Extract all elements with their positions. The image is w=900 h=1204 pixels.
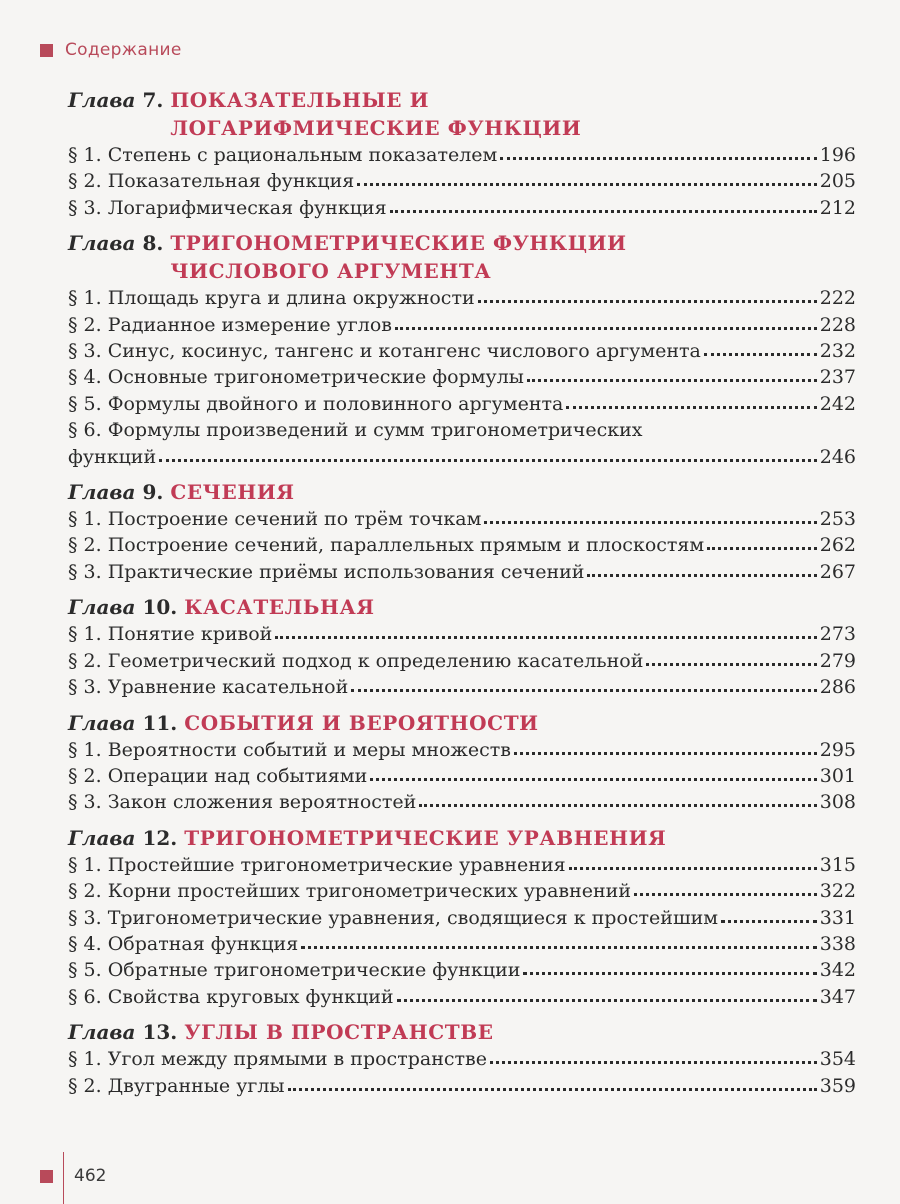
toc-entry[interactable] — [68, 905, 856, 931]
dot-leader — [275, 632, 816, 639]
section-page-number: 322 — [819, 880, 856, 903]
dot-leader — [587, 570, 816, 577]
section-label: § 2. Корни простейших тригонометрических уравнений — [68, 880, 631, 903]
dot-leader — [159, 455, 817, 462]
toc-entry[interactable] — [68, 648, 856, 674]
chapter-word: Глава — [68, 710, 136, 735]
section-page-number: 196 — [819, 144, 856, 166]
chapter-word: Глава — [68, 595, 136, 620]
dot-leader — [704, 349, 817, 356]
page-number: 462 — [74, 1166, 107, 1186]
section-label: § 3. Тригонометрические уравнения, сводящиеся к простейшим — [68, 906, 719, 929]
chapter-block — [68, 709, 856, 816]
chapter-word: Глава — [68, 231, 136, 256]
chapter-number: 10. — [135, 595, 185, 620]
dot-leader — [419, 800, 816, 807]
section-label: § 1. Понятие кривой — [68, 623, 273, 646]
dot-leader — [370, 774, 816, 781]
chapter-title[interactable] — [68, 229, 856, 285]
page-footer — [40, 1148, 106, 1204]
dot-leader — [634, 889, 817, 896]
section-page-number: 262 — [819, 534, 856, 557]
chapter-title[interactable] — [68, 709, 856, 737]
section-label: § 1. Площадь круга и длина окружности — [68, 287, 475, 310]
chapter-number: 13. — [135, 1020, 185, 1045]
section-label: § 3. Синус, косинус, тангенс и котангенс числового аргумента — [68, 340, 701, 363]
chapter-number: 7. — [135, 88, 171, 112]
chapter-word: Глава — [68, 88, 136, 112]
section-page-number: 354 — [819, 1048, 856, 1071]
section-label: § 4. Обратная функция — [68, 932, 299, 955]
toc-entry[interactable] — [68, 957, 856, 983]
section-label-line2: функций — [68, 445, 157, 468]
dot-leader — [390, 206, 817, 213]
section-label: § 2. Радианное измерение углов — [68, 313, 392, 336]
section-page-number: 331 — [819, 906, 856, 929]
dot-leader — [721, 916, 817, 923]
toc-entry[interactable] — [68, 763, 856, 789]
chapter-name: СОБЫТИЯ И ВЕРОЯТНОСТИ — [184, 710, 539, 735]
dot-leader — [566, 402, 816, 409]
section-page-number: 295 — [819, 738, 856, 761]
toc-entry[interactable] — [68, 506, 856, 532]
toc-entry[interactable] — [68, 338, 856, 364]
header-title: Содержание — [65, 40, 182, 60]
dot-leader — [478, 296, 817, 303]
toc-entry[interactable] — [68, 984, 856, 1010]
section-page-number: 205 — [819, 170, 856, 193]
toc-entry[interactable] — [68, 852, 856, 878]
toc-entry[interactable] — [68, 878, 856, 904]
section-label: § 2. Операции над событиями — [68, 764, 368, 787]
section-page-number: 273 — [819, 623, 856, 646]
chapter-title[interactable] — [68, 478, 856, 506]
dot-leader — [357, 179, 816, 186]
section-label: § 5. Формулы двойного и половинного аргумента — [68, 392, 564, 415]
dot-leader — [514, 748, 817, 755]
section-page-number: 301 — [819, 764, 856, 787]
chapter-title[interactable] — [68, 593, 856, 621]
section-label: § 1. Вероятности событий и меры множеств — [68, 738, 511, 761]
dot-leader — [569, 863, 817, 870]
dot-leader — [527, 375, 817, 382]
toc-entry[interactable] — [68, 285, 856, 311]
dot-leader — [351, 685, 816, 692]
section-page-number: 237 — [819, 366, 856, 389]
chapter-name: ТРИГОНОМЕТРИЧЕСКИЕ ФУНКЦИИ ЧИСЛОВОГО АРГУМЕНТА — [170, 231, 627, 284]
section-label: § 2. Двугранные углы — [68, 1074, 285, 1097]
section-page-number: 338 — [819, 932, 856, 955]
section-label-continuation — [68, 444, 856, 470]
section-page-number: 308 — [819, 791, 856, 814]
dot-leader — [397, 995, 817, 1002]
chapter-number: 9. — [135, 480, 171, 505]
section-label: § 3. Закон сложения вероятностей — [68, 791, 417, 814]
section-label: § 1. Степень с рациональным показателем — [68, 144, 498, 166]
section-label: § 1. Построение сечений по трём точкам — [68, 508, 482, 531]
chapter-block — [68, 824, 856, 1010]
chapter-name: КАСАТЕЛЬНАЯ — [184, 595, 375, 620]
chapter-block — [68, 229, 856, 470]
toc-entry[interactable] — [68, 195, 856, 221]
section-label: § 3. Практические приёмы использования сечений — [68, 560, 585, 583]
header-square-marker — [40, 44, 53, 57]
dot-leader — [484, 517, 816, 524]
section-page-number: 359 — [819, 1074, 856, 1097]
toc-entry[interactable] — [68, 559, 856, 585]
dot-leader — [523, 968, 816, 975]
chapter-block — [68, 1018, 856, 1099]
toc-entry[interactable] — [68, 674, 856, 700]
section-label: § 2. Построение сечений, параллельных прямым и плоскостям — [68, 534, 705, 557]
chapter-word: Глава — [68, 1020, 136, 1045]
chapter-word: Глава — [68, 480, 136, 505]
chapter-name: ПОКАЗАТЕЛЬНЫЕ И ЛОГАРИФМИЧЕСКИЕ ФУНКЦИИ — [170, 88, 582, 140]
dot-leader — [646, 659, 816, 666]
toc-entry[interactable] — [68, 1046, 856, 1072]
chapter-block — [68, 86, 856, 221]
section-page-number: 232 — [819, 340, 856, 363]
footer-square-marker — [40, 1170, 53, 1183]
toc-entry[interactable] — [68, 391, 856, 417]
footer-divider — [63, 1152, 64, 1204]
toc-entry[interactable] — [68, 417, 856, 470]
section-page-number: 342 — [819, 959, 856, 982]
toc-entry[interactable] — [68, 312, 856, 338]
chapter-word: Глава — [68, 825, 136, 850]
toc-entry[interactable] — [68, 789, 856, 815]
chapter-block — [68, 593, 856, 700]
table-of-contents — [68, 86, 856, 1107]
section-label: § 4. Основные тригонометрические формулы — [68, 366, 524, 389]
chapter-title[interactable] — [68, 86, 856, 142]
section-page-number: 253 — [819, 508, 856, 531]
toc-entry[interactable] — [68, 621, 856, 647]
chapter-name: ТРИГОНОМЕТРИЧЕСКИЕ УРАВНЕНИЯ — [184, 825, 667, 850]
dot-leader — [288, 1084, 817, 1091]
section-page-number: 315 — [819, 853, 856, 876]
dot-leader — [395, 323, 817, 330]
chapter-number: 8. — [135, 231, 171, 256]
chapter-number: 11. — [135, 710, 185, 735]
section-label: § 3. Уравнение касательной — [68, 676, 349, 699]
section-page-number: 222 — [819, 287, 856, 310]
section-label: § 5. Обратные тригонометрические функции — [68, 959, 521, 982]
section-label: § 1. Угол между прямыми в пространстве — [68, 1048, 487, 1071]
chapter-title[interactable] — [68, 824, 856, 852]
toc-entry[interactable] — [68, 931, 856, 957]
chapter-block — [68, 478, 856, 585]
section-page-number: 228 — [819, 313, 856, 336]
section-page-number: 246 — [819, 445, 856, 468]
toc-entry[interactable] — [68, 142, 856, 168]
section-page-number: 267 — [819, 560, 856, 583]
toc-entry[interactable] — [68, 737, 856, 763]
dot-leader — [490, 1057, 817, 1064]
toc-entry[interactable] — [68, 364, 856, 390]
section-page-number: 212 — [819, 196, 856, 219]
toc-entry[interactable] — [68, 532, 856, 558]
section-label: § 2. Геометрический подход к определению касательной — [68, 649, 644, 672]
section-label: § 2. Показательная функция — [68, 170, 355, 193]
page-header — [40, 40, 182, 60]
dot-leader — [500, 153, 816, 160]
dot-leader — [301, 942, 817, 949]
section-label: § 6. Свойства круговых функций — [68, 985, 394, 1008]
toc-entry[interactable] — [68, 1073, 856, 1099]
chapter-name: УГЛЫ В ПРОСТРАНСТВЕ — [184, 1020, 494, 1045]
section-page-number: 242 — [819, 392, 856, 415]
section-page-number: 347 — [819, 985, 856, 1008]
dot-leader — [707, 543, 817, 550]
chapter-title[interactable] — [68, 1018, 856, 1046]
toc-entry[interactable] — [68, 168, 856, 194]
section-label: § 6. Формулы произведений и сумм тригонометрических — [68, 419, 643, 442]
section-page-number: 286 — [819, 676, 856, 699]
chapter-name: СЕЧЕНИЯ — [170, 480, 295, 505]
chapter-number: 12. — [135, 825, 185, 850]
section-page-number: 279 — [819, 649, 856, 672]
section-label: § 1. Простейшие тригонометрические уравнения — [68, 853, 566, 876]
section-label: § 3. Логарифмическая функция — [68, 196, 387, 219]
